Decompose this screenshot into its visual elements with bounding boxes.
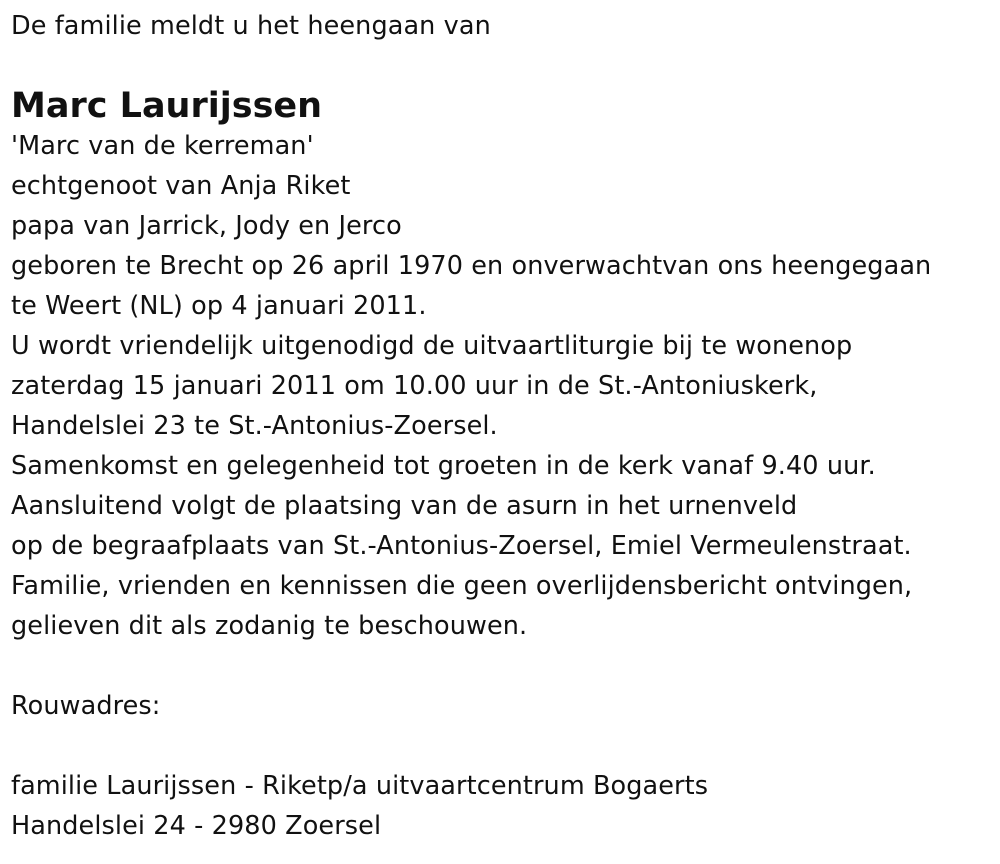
intro-text: De familie meldt u het heengaan van [11,11,491,41]
notice-line-end: gelieven dit als zodanig te beschouwen. [11,611,528,641]
invitation-line: U wordt vriendelijk uitgenodigd de uitvaartliturgie bij te wonenop [11,331,853,361]
birth-death-line: geboren te Brecht op 26 april 1970 en onverwachtvan ons heengegaan [11,251,932,281]
urn-line: Aansluitend volgt de plaatsing van de asurn in het urnenveld [11,491,798,521]
church-address-line: Handelslei 23 te St.-Antonius-Zoersel. [11,411,498,441]
service-date-line: zaterdag 15 januari 2011 om 10.00 uur in de St.-Antoniuskerk, [11,371,818,401]
cemetery-line: op de begraafplaats van St.-Antonius-Zoersel, Emiel Vermeulenstraat. [11,531,912,561]
gathering-line: Samenkomst en gelegenheid tot groeten in de kerk vanaf 9.40 uur. [11,451,876,481]
address-line-2: Handelslei 24 - 2980 Zoersel [11,811,382,841]
spacer [11,726,991,766]
spouse-line: echtgenoot van Anja Riket [11,171,351,201]
deceased-name: Marc Laurijssen [11,86,323,126]
address-label: Rouwadres: [11,691,161,721]
address-line-1: familie Laurijssen - Riketp/a uitvaartcentrum Bogaerts [11,771,709,801]
children-line: papa van Jarrick, Jody en Jerco [11,211,402,241]
obituary-notice [11,6,991,846]
spacer [11,646,991,686]
death-place-line: te Weert (NL) op 4 januari 2011. [11,291,427,321]
notice-line: Familie, vrienden en kennissen die geen overlijdensbericht ontvingen, [11,571,913,601]
nickname-line: 'Marc van de kerreman' [11,131,314,161]
